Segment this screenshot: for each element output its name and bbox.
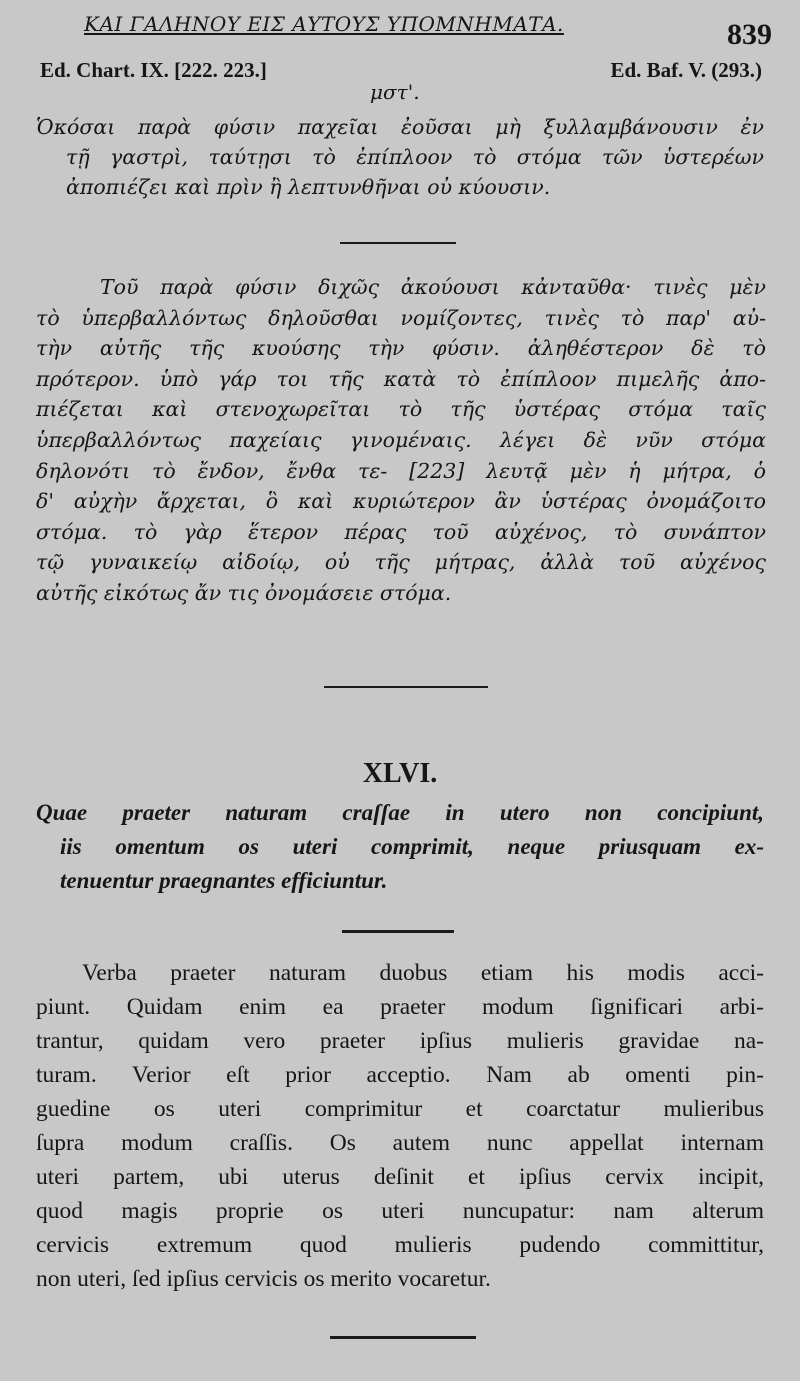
- page-number: 839: [727, 18, 772, 51]
- greek-commentary-line: Τοῦ παρὰ φύσιν διχῶς ἀκούουσι κἀνταῦθα· τινὲς μὲν: [100, 275, 766, 299]
- greek-aphorism-line: ἀποπιέζει καὶ πρὶν ἢ λεπτυνθῆναι οὐ κύουσιν.: [66, 175, 551, 199]
- greek-aphorism-line: τῇ γαστρὶ, ταύτῃσι τὸ ἐπίπλοον τὸ στόμα τῶν ὑστερέων: [66, 145, 764, 169]
- latin-commentary-line: trantur, quidam vero praeter ipſius mulieris gravidae na-: [36, 1028, 764, 1054]
- latin-commentary-line: ſupra modum craſſis. Os autem nunc appellat internam: [36, 1130, 764, 1156]
- section-divider: [342, 930, 454, 933]
- greek-commentary-line: στόμα. τὸ γὰρ ἕτερον πέρας τοῦ αὐχένος, τὸ συνάπτον: [36, 519, 766, 544]
- greek-commentary-line: ὑπερβαλλόντως παχείαις γινομέναις. λέγει δὲ νῦν στόμα: [36, 427, 766, 452]
- section-divider: [324, 686, 488, 688]
- greek-aphorism: [36, 112, 764, 202]
- greek-commentary-line: τῷ γυναικείῳ αἰδοίῳ, οὐ τῆς μήτρας, ἀλλὰ τοῦ αὐχένος: [36, 550, 766, 575]
- latin-commentary-line: quod magis proprie os uteri nuncupatur: nam alterum: [36, 1198, 764, 1224]
- latin-aphorism-line: Quae praeter naturam craſſae in utero non concipiunt,: [36, 800, 764, 825]
- greek-commentary-line: δηλονότι τὸ ἔνδον, ἔνθα τε- [223] λευτᾷ μὲν ἡ μήτρα, ὁ: [36, 458, 766, 483]
- latin-commentary-line: guedine os uteri comprimitur et coarctatur mulieribus: [36, 1096, 764, 1122]
- latin-commentary: [36, 956, 764, 1296]
- latin-aphorism: [36, 796, 764, 898]
- greek-commentary-line: πιέζεται καὶ στενοχωρεῖται τὸ τῆς ὑστέρας στόμα ταῖς: [36, 397, 766, 422]
- latin-section-number: XLVI.: [362, 758, 438, 789]
- greek-commentary-line: πρότερον. ὑπὸ γάρ τοι τῆς κατὰ τὸ ἐπίπλοον πιμελῆς ἀπο-: [36, 366, 766, 391]
- section-divider: [340, 242, 456, 244]
- latin-commentary-line: piunt. Quidam enim ea praeter modum ſignificari arbi-: [36, 994, 764, 1020]
- latin-commentary-line: Verba praeter naturam duobus etiam his modis acci-: [82, 960, 764, 986]
- running-title: ΚΑΙ ΓΑΛΗΝΟΥ ΕΙΣ ΑΥΤΟΥΣ ΥΠΟΜΝΗΜΑΤΑ.: [84, 12, 564, 36]
- latin-commentary-line: uteri partem, ubi uterus deſinit et ipſius cervix incipit,: [36, 1164, 764, 1190]
- greek-commentary-line: τὴν αὐτῆς τῆς κυούσης τὴν φύσιν. ἀληθέστερον δὲ τὸ: [36, 336, 766, 361]
- latin-commentary-line: cervicis extremum quod mulieris pudendo committitur,: [36, 1232, 764, 1258]
- greek-aphorism-number: μστ'.: [370, 80, 420, 104]
- latin-commentary-line: non uteri, ſed ipſius cervicis os merito vocaretur.: [36, 1266, 491, 1292]
- greek-commentary-line: τὸ ὑπερβαλλόντως δηλοῦσθαι νομίζοντες, τινὲς τὸ παρ' αὐ-: [36, 305, 766, 330]
- latin-aphorism-line: tenuentur praegnantes efficiuntur.: [60, 868, 388, 893]
- greek-commentary-line: δ' αὐχὴν ἄρχεται, ὃ καὶ κυριώτερον ἂν ὑστέρας ὀνομάζοιτο: [36, 489, 766, 514]
- edition-reference-left: Ed. Chart. IX. [222. 223.]: [40, 58, 267, 82]
- latin-aphorism-line: iis omentum os uteri comprimit, neque priusquam ex-: [60, 834, 764, 859]
- greek-aphorism-line: Ὁκόσαι παρὰ φύσιν παχεῖαι ἐοῦσαι μὴ ξυλλαμβάνουσιν ἐν: [36, 115, 764, 139]
- greek-commentary: [36, 272, 766, 609]
- greek-commentary-line: αὐτῆς εἰκότως ἄν τις ὀνομάσειε στόμα.: [36, 580, 452, 605]
- section-divider: [330, 1336, 476, 1339]
- edition-reference-right: Ed. Baf. V. (293.): [610, 58, 762, 82]
- latin-commentary-line: turam. Verior eſt prior acceptio. Nam ab omenti pin-: [36, 1062, 764, 1088]
